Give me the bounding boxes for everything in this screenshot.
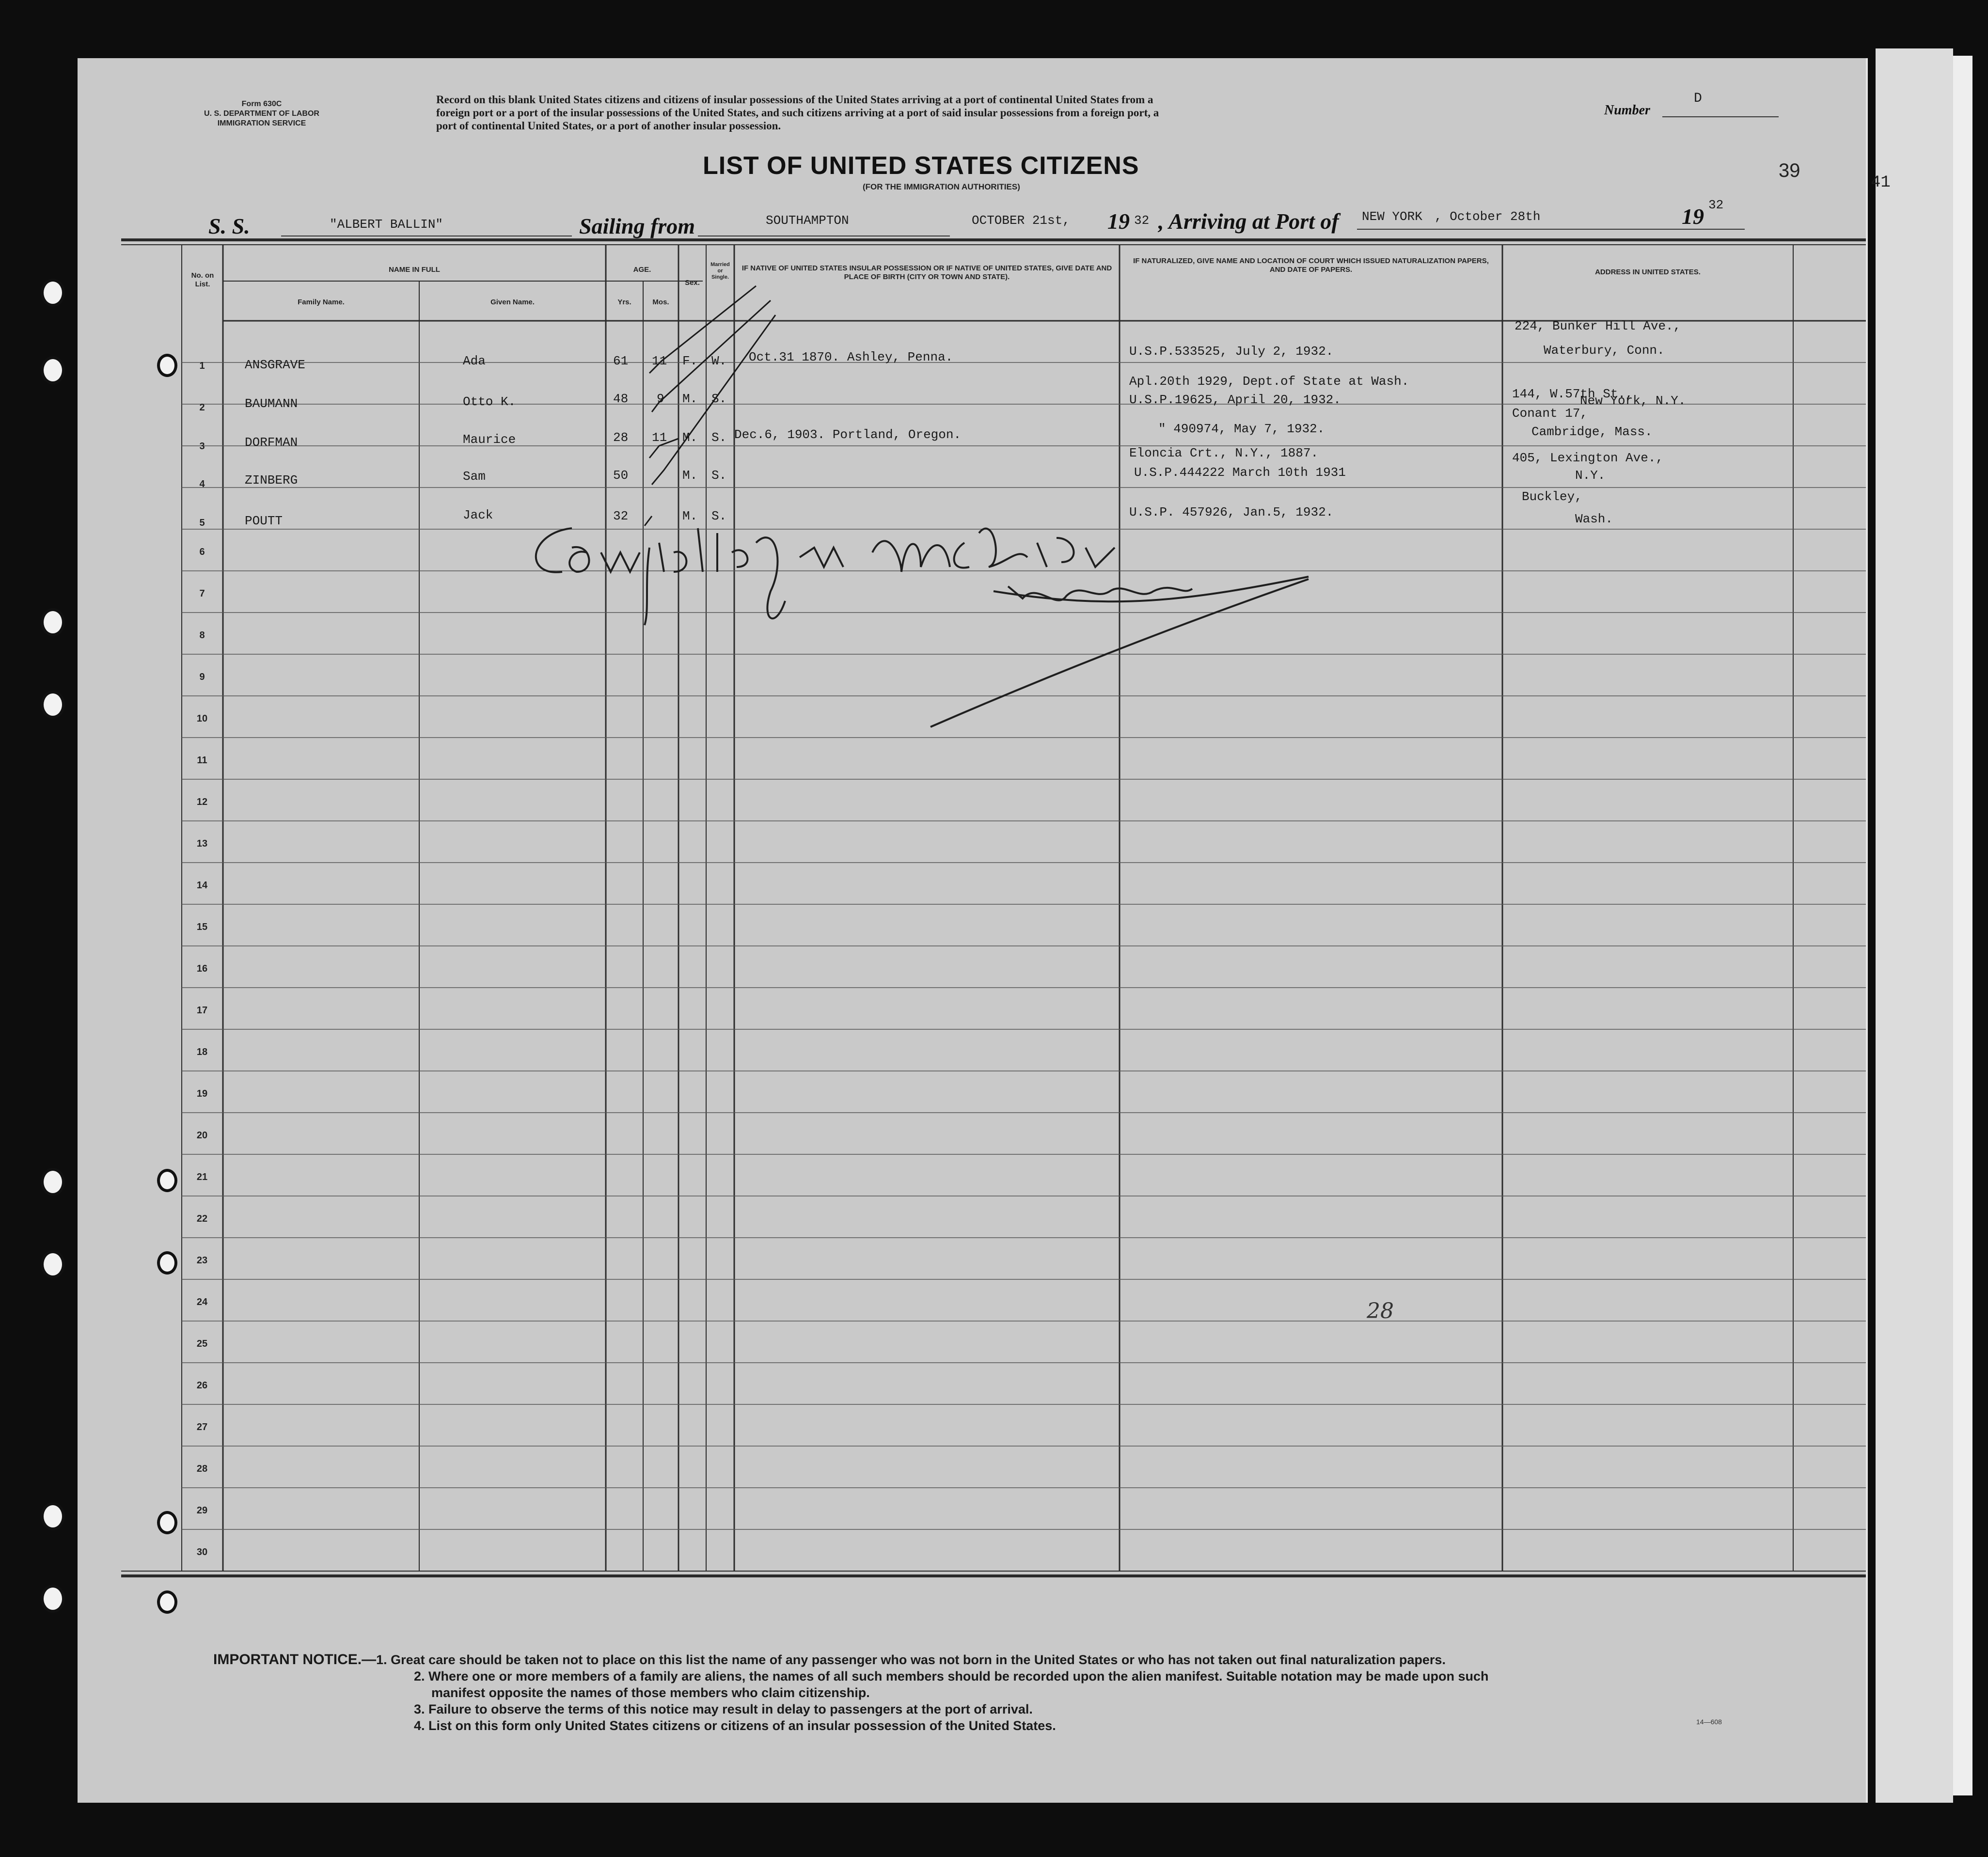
row-number: 26 (196, 1380, 208, 1391)
col-age: AGE. (633, 266, 651, 274)
family-name: DORFMAN (245, 435, 298, 450)
col-given-name: Given Name. (490, 298, 535, 306)
birth-info: Oct.31 1870. Ashley, Penna. (749, 350, 953, 364)
marital-status: S. (711, 392, 727, 406)
row-number: 16 (196, 963, 208, 975)
row-number: 24 (196, 1297, 208, 1308)
notice-item-3: 3. Failure to observe the terms of this notice may result in delay to passengers at the port of arrival. (414, 1702, 1033, 1716)
naturalization-info: Apl.20th 1929, Dept.of State at Wash. (1129, 374, 1409, 389)
marital-status: S. (711, 509, 727, 523)
address-line2: Wash. (1575, 512, 1613, 526)
given-name: Sam (463, 469, 486, 484)
naturalization-info-line2: U.S.P.444222 March 10th 1931 (1134, 465, 1346, 480)
address-line2: New York, N.Y. (1580, 393, 1686, 408)
notice-item-2-cont: manifest opposite the names of those members who claim citizenship. (431, 1685, 870, 1700)
arrival-year: 32 (1708, 198, 1724, 212)
sailing-year: 32 (1134, 213, 1150, 228)
sailing-label: Sailing from (579, 214, 695, 238)
instruction-line: foreign port or a port of the insular possessions of the United States, and such citizens arriving at a port of said insular possessions from a foreign port, a (436, 107, 1159, 119)
row-number: 8 (199, 630, 205, 641)
col-birth: IF NATIVE OF UNITED STATES INSULAR POSSESSION OR IF NATIVE OF UNITED STATES, GIVE DATE AND PLACE OF BIRTH (CITY OR TOWN AND STATE). (742, 264, 1112, 281)
sailing-from: SOUTHAMPTON (766, 213, 849, 228)
row-number: 18 (196, 1047, 208, 1058)
row-number: 3 (199, 441, 205, 452)
age-months: 9 (657, 392, 664, 406)
row-number: 23 (196, 1255, 208, 1266)
sex: F. (682, 354, 698, 368)
row-number: 29 (196, 1505, 208, 1516)
given-name: Maurice (463, 432, 516, 447)
notice-item-4: 4. List on this form only United States citizens or citizens of an insular possession of the United States. (414, 1718, 1056, 1733)
important-notice (213, 1652, 1871, 1734)
row-number: 22 (196, 1213, 208, 1225)
marital-status: S. (711, 430, 727, 445)
address-line1: Buckley, (1522, 489, 1582, 504)
address-line2: Waterbury, Conn. (1544, 343, 1665, 358)
notice-label: IMPORTANT NOTICE.— (213, 1652, 377, 1668)
print-code: 14—608 (1696, 1718, 1722, 1726)
row-number: 20 (196, 1130, 208, 1141)
col-sex: Sex. (685, 279, 700, 287)
row-number: 28 (196, 1464, 208, 1475)
naturalization-info: " 490974, May 7, 1932. (1158, 422, 1325, 436)
row-number: 27 (196, 1422, 208, 1433)
number-value: D (1694, 91, 1702, 106)
page-title: LIST OF UNITED STATES CITIZENS (703, 152, 1139, 180)
col-naturalized: IF NATURALIZED, GIVE NAME AND LOCATION OF COURT WHICH ISSUED NATURALIZATION PAPERS, AND DATE OF PAPERS. (1133, 257, 1489, 274)
row-number: 4 (199, 479, 205, 489)
family-name: ZINBERG (245, 473, 298, 488)
row-number: 9 (199, 672, 205, 683)
arrival-year-prefix: 19 (1682, 204, 1704, 229)
row-number: 11 (197, 755, 207, 766)
row-number: 25 (196, 1338, 208, 1350)
family-name: BAUMANN (245, 396, 298, 411)
arriving-label: , Arriving at Port of (1158, 209, 1339, 234)
age-months: 11 (652, 354, 667, 368)
age-years: 32 (613, 509, 629, 523)
row-number: 1 (199, 361, 205, 371)
row-number: 6 (199, 547, 205, 558)
sex: M. (682, 430, 698, 445)
given-name: Otto K. (463, 394, 516, 409)
notice-item-1: 1. Great care should be taken not to place on this list the name of any passenger who was not born in the United States or who has not taken out final naturalization papers. (376, 1652, 1446, 1667)
form-code: Form 630C (241, 100, 282, 108)
age-years: 28 (613, 430, 629, 445)
row-number: 12 (196, 797, 208, 808)
row-number: 13 (196, 838, 208, 850)
col-address: ADDRESS IN UNITED STATES. (1595, 268, 1701, 276)
sailing-year-prefix: 19 (1107, 209, 1130, 234)
col-family-name: Family Name. (298, 298, 345, 306)
page-number-right: 41 (1871, 173, 1891, 192)
address-line2: Cambridge, Mass. (1531, 425, 1653, 439)
naturalization-info: U.S.P.533525, July 2, 1932. (1129, 344, 1334, 359)
ss-label: S. S. (208, 214, 250, 238)
sailing-date: OCTOBER 21st, (972, 213, 1070, 228)
instruction-line: Record on this blank United States citizens and citizens of insular possessions of the United States arriving at a port of continental United States from a (436, 94, 1153, 106)
handwritten-number: 28 (1367, 1299, 1394, 1323)
address-line1: 224, Bunker Hill Ave., (1515, 319, 1681, 333)
row-number: 17 (196, 1005, 208, 1016)
naturalization-info: U.S.P. 457926, Jan.5, 1932. (1129, 505, 1334, 519)
row-number: 10 (196, 713, 208, 724)
notice-item-2: 2. Where one or more members of a family are aliens, the names of all such members should be recorded upon the alien manifest. Suitable notation may be made upon such (414, 1669, 1489, 1684)
address-line1: 405, Lexington Ave., (1512, 451, 1664, 465)
address-line1: Conant 17, (1512, 406, 1588, 421)
address-line2: N.Y. (1575, 468, 1606, 483)
address-line1: 144, W.57th St., (1512, 387, 1633, 401)
naturalization-info: Eloncia Crt., N.Y., 1887. (1129, 446, 1319, 460)
naturalization-info-line2: U.S.P.19625, April 20, 1932. (1129, 393, 1341, 407)
signature-strokes (536, 528, 1309, 727)
marital-status: W. (711, 354, 727, 368)
age-years: 48 (613, 392, 629, 406)
arrival-date: , October 28th (1435, 209, 1541, 224)
col-no: No. on List. (191, 271, 214, 288)
marital-status: S. (711, 468, 727, 483)
ship-name: "ALBERT BALLIN" (330, 217, 443, 232)
row-number: 15 (196, 922, 208, 933)
row-number: 2 (199, 402, 205, 413)
page-subtitle: (FOR THE IMMIGRATION AUTHORITIES) (863, 182, 1020, 191)
age-years: 50 (613, 468, 629, 483)
row-number: 21 (196, 1172, 208, 1183)
row-number: 30 (196, 1547, 208, 1558)
row-number: 19 (196, 1088, 208, 1100)
col-yrs: Yrs. (617, 298, 631, 306)
port-name: NEW YORK (1362, 209, 1422, 224)
form-department: U. S. DEPARTMENT OF LABOR (204, 110, 319, 118)
sex: M. (682, 509, 698, 523)
instruction-line: port of continental United States, or a port of another insular possession. (436, 120, 781, 132)
sex: M. (682, 468, 698, 483)
row-number: 7 (199, 588, 205, 599)
age-months: 11 (652, 430, 667, 445)
given-name: Ada (463, 354, 486, 368)
age-years: 61 (613, 354, 629, 368)
form-service: IMMIGRATION SERVICE (217, 119, 306, 127)
family-name: ANSGRAVE (245, 358, 305, 372)
col-name-in-full: NAME IN FULL (389, 266, 440, 274)
family-name: POUTT (245, 514, 283, 528)
col-mos: Mos. (652, 298, 669, 306)
page-number-stamp: 39 (1779, 160, 1800, 181)
col-married: Married or Single. (710, 262, 730, 280)
row-number: 14 (196, 880, 208, 891)
number-label: Number (1604, 103, 1650, 118)
birth-info: Dec.6, 1903. Portland, Oregon. (734, 427, 962, 442)
row-number: 5 (199, 518, 205, 528)
given-name: Jack (463, 508, 493, 522)
sex: M. (682, 392, 698, 406)
